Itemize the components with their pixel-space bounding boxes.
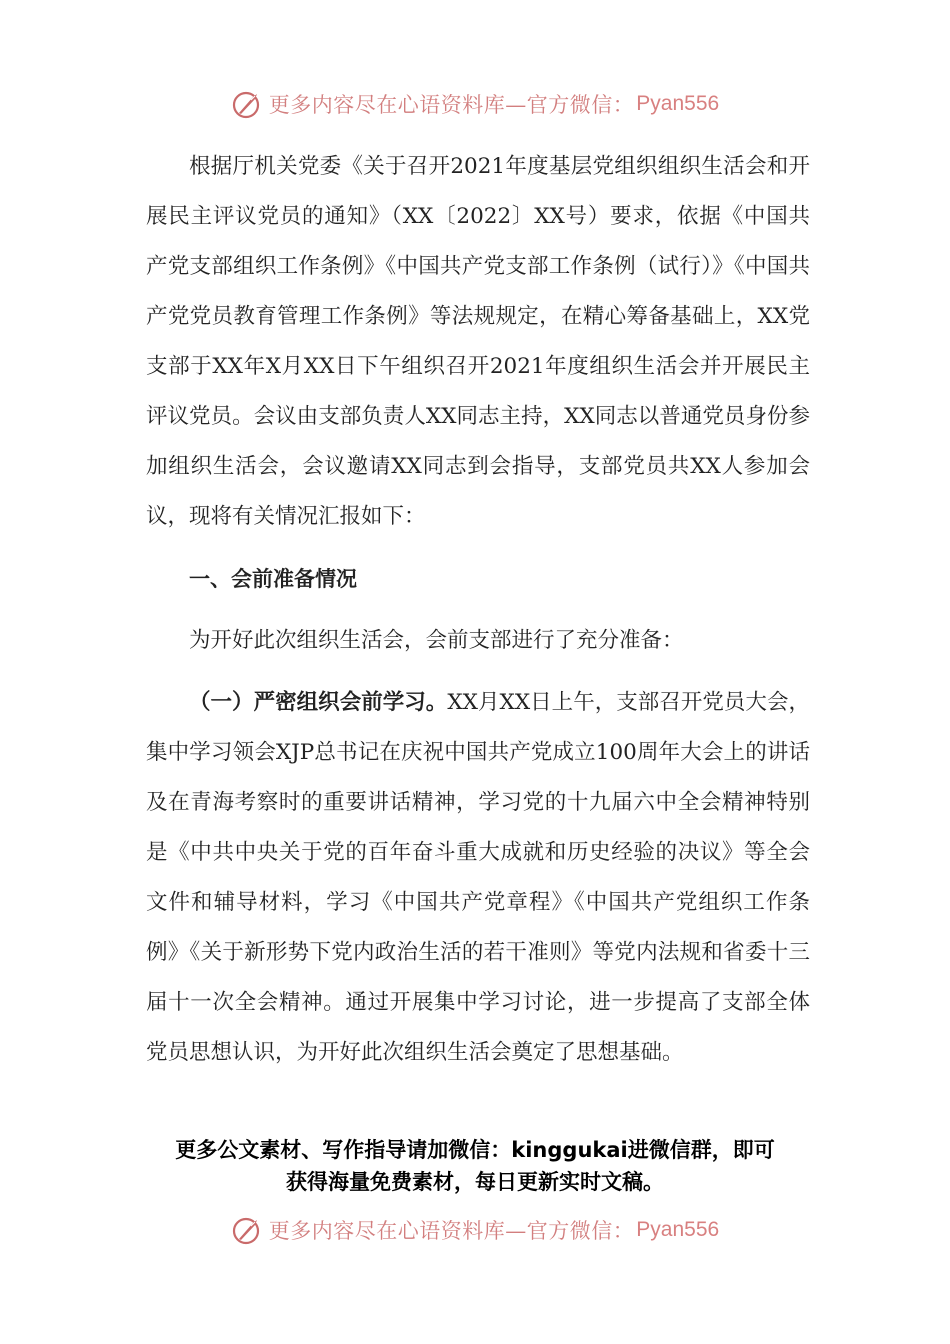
- promo-line-1: 更多公文素材、写作指导请加微信：kinggukai进微信群，即可: [175, 1138, 775, 1162]
- promo-line-2: 获得海量免费素材，每日更新实时文稿。: [286, 1170, 664, 1194]
- watermark-text: 更多内容尽在心语资料库—官方微信：: [268, 1219, 635, 1243]
- document-body: [146, 142, 810, 1078]
- watermark-footer: [0, 1210, 950, 1250]
- watermark-header: [0, 84, 950, 124]
- intro-paragraph: 根据厅机关党委《关于召开2021年度基层党组织组织生活会和开展民主评议党员的通知》（XX〔2022〕XX号）要求，依据《中国共产党支部组织工作条例》《中国共产党支部工作条例（试行）》《中国共产党党员教育管理工作条例》等法规规定，在精心筹备基础上，XX党支部于XX年X月XX日下午组织召开2021年度组织生活会并开展民主评议党员。会议由支部负责人XX同志主持，XX同志以普通党员身份参加组织生活会，会议邀请XX同志到会指导，支部党员共XX人参加会议，现将有关情况汇报如下：: [146, 154, 810, 529]
- section-intro-paragraph: 为开好此次组织生活会，会前支部进行了充分准备：: [189, 628, 684, 653]
- pen-nib-circle-icon: [231, 88, 263, 120]
- watermark-wechat-id: Pyan556: [636, 1218, 720, 1241]
- watermark-text: 更多内容尽在心语资料库—官方微信：: [268, 93, 635, 117]
- item-title: （一）严密组织会前学习。: [189, 690, 448, 715]
- pen-nib-circle-icon: [231, 1214, 263, 1246]
- watermark-wechat-id: Pyan556: [636, 92, 720, 115]
- item-body: XX月XX日上午，支部召开党员大会，集中学习领会XJP总书记在庆祝中国共产党成立100周年大会上的讲话及在青海考察时的重要讲话精神，学习党的十九届六中全会精神特别是《中共中央关于党的百年奋斗重大成就和历史经验的决议》等全会文件和辅导材料，学习《中国共产党章程》《中国共产党组织工作条例》《关于新形势下党内政治生活的若干准则》等党内法规和省委十三届十一次全会精神。通过开展集中学习讨论，进一步提高了支部全体党员思想认识，为开好此次组织生活会奠定了思想基础。: [146, 690, 810, 1065]
- item-paragraph: [146, 678, 810, 1078]
- section-heading: 一、会前准备情况: [189, 567, 357, 591]
- promo-notice: [100, 1134, 850, 1198]
